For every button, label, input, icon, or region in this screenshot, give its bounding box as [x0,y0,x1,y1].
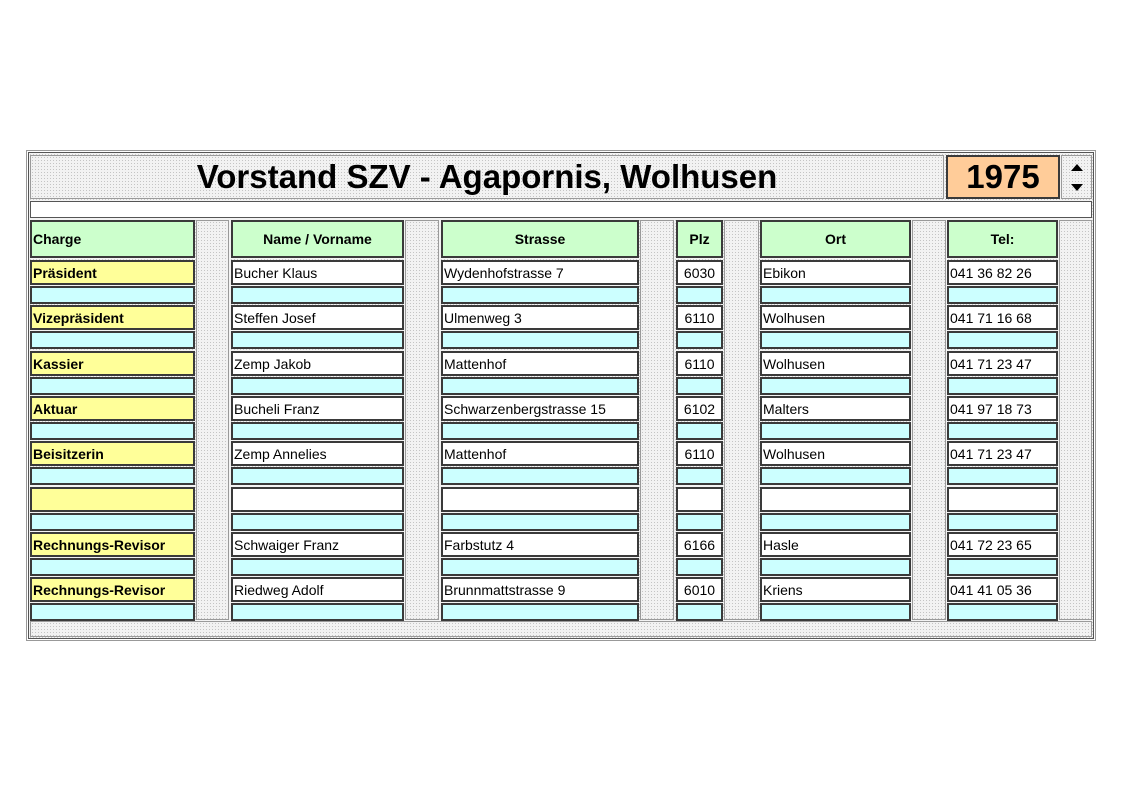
column-header-plz: Plz [676,220,723,258]
spacer-cell [441,331,639,349]
charge-cell[interactable]: Beisitzerin [30,441,195,466]
name-cell[interactable]: Zemp Annelies [231,441,404,466]
spacer-cell [676,558,723,576]
spacer-cell [676,467,723,485]
name-cell[interactable] [231,487,404,512]
spacer-cell [760,603,911,621]
spacer-cell [676,513,723,531]
tel-cell[interactable]: 041 97 18 73 [947,396,1058,421]
tel-cell[interactable]: 041 71 23 47 [947,351,1058,376]
spacer-cell [231,603,404,621]
page-title: Vorstand SZV - Agapornis, Wolhusen [30,155,944,199]
plz-cell[interactable]: 6110 [676,351,723,376]
spacer-cell [947,467,1058,485]
tel-cell[interactable]: 041 41 05 36 [947,577,1058,602]
plz-cell[interactable]: 6030 [676,260,723,285]
spacer-cell [231,286,404,304]
spacer-cell [760,377,911,395]
plz-cell[interactable]: 6110 [676,441,723,466]
strasse-cell[interactable]: Mattenhof [441,351,639,376]
column-separator [405,220,439,620]
year-field[interactable]: 1975 [946,155,1060,199]
tel-cell[interactable]: 041 36 82 26 [947,260,1058,285]
spacer-cell [947,286,1058,304]
spacer-cell [30,377,195,395]
ort-cell[interactable]: Kriens [760,577,911,602]
tel-cell[interactable] [947,487,1058,512]
spacer-cell [30,558,195,576]
spacer-cell [947,513,1058,531]
spacer-cell [760,467,911,485]
spacer-cell [441,558,639,576]
name-cell[interactable]: Schwaiger Franz [231,532,404,557]
column-separator [912,220,946,620]
spin-up-icon[interactable] [1071,164,1083,171]
spacer-cell [231,513,404,531]
strasse-cell[interactable]: Wydenhofstrasse 7 [441,260,639,285]
charge-cell[interactable] [30,487,195,512]
ort-cell[interactable]: Ebikon [760,260,911,285]
spacer-cell [231,422,404,440]
tel-cell[interactable]: 041 72 23 65 [947,532,1058,557]
name-cell[interactable]: Bucher Klaus [231,260,404,285]
spacer-cell [676,603,723,621]
year-spinner[interactable] [1061,155,1092,199]
spacer-cell [676,286,723,304]
strasse-cell[interactable]: Farbstutz 4 [441,532,639,557]
spacer-cell [947,422,1058,440]
plz-cell[interactable]: 6166 [676,532,723,557]
plz-cell[interactable]: 6010 [676,577,723,602]
name-cell[interactable]: Bucheli Franz [231,396,404,421]
spacer-cell [676,331,723,349]
name-cell[interactable]: Zemp Jakob [231,351,404,376]
spacer-cell [441,513,639,531]
spacer-cell [760,286,911,304]
strasse-cell[interactable]: Brunnmattstrasse 9 [441,577,639,602]
plz-cell[interactable]: 6110 [676,305,723,330]
column-separator [196,220,229,620]
plz-cell[interactable]: 6102 [676,396,723,421]
spacer-cell [231,331,404,349]
spacer-cell [231,558,404,576]
spacer-cell [30,467,195,485]
charge-cell[interactable]: Vizepräsident [30,305,195,330]
charge-cell[interactable]: Rechnungs-Revisor [30,577,195,602]
spacer-cell [947,377,1058,395]
spacer-cell [947,331,1058,349]
spin-down-icon[interactable] [1071,184,1083,191]
charge-cell[interactable]: Präsident [30,260,195,285]
column-separator [724,220,759,620]
spacer-cell [30,331,195,349]
column-separator [1059,220,1092,620]
column-separator [640,220,674,620]
spacer-cell [947,603,1058,621]
spacer-cell [760,513,911,531]
charge-cell[interactable]: Kassier [30,351,195,376]
spacer-cell [947,558,1058,576]
footer-strip [30,621,1092,637]
spacer-cell [30,422,195,440]
plz-cell[interactable] [676,487,723,512]
spacer-cell [441,467,639,485]
column-header-ort: Ort [760,220,911,258]
spacer-cell [30,603,195,621]
strasse-cell[interactable]: Mattenhof [441,441,639,466]
spacer-cell [231,467,404,485]
spacer-cell [676,377,723,395]
spacer-cell [441,286,639,304]
spacer-cell [441,377,639,395]
ort-cell[interactable]: Malters [760,396,911,421]
name-cell[interactable]: Steffen Josef [231,305,404,330]
title-strip [30,201,1092,218]
column-header-charge: Charge [30,220,195,258]
strasse-cell[interactable] [441,487,639,512]
column-header-strasse: Strasse [441,220,639,258]
ort-cell[interactable]: Wolhusen [760,441,911,466]
spacer-cell [231,377,404,395]
name-cell[interactable]: Riedweg Adolf [231,577,404,602]
spacer-cell [760,558,911,576]
spacer-cell [760,331,911,349]
charge-cell[interactable]: Aktuar [30,396,195,421]
ort-cell[interactable]: Hasle [760,532,911,557]
strasse-cell[interactable]: Ulmenweg 3 [441,305,639,330]
spacer-cell [30,286,195,304]
spacer-cell [760,422,911,440]
tel-cell[interactable]: 041 71 23 47 [947,441,1058,466]
spacer-cell [441,603,639,621]
spacer-cell [30,513,195,531]
column-header-tel: Tel: [947,220,1058,258]
tel-cell[interactable]: 041 71 16 68 [947,305,1058,330]
ort-cell[interactable]: Wolhusen [760,305,911,330]
spacer-cell [441,422,639,440]
column-header-name: Name / Vorname [231,220,404,258]
charge-cell[interactable]: Rechnungs-Revisor [30,532,195,557]
ort-cell[interactable] [760,487,911,512]
strasse-cell[interactable]: Schwarzenbergstrasse 15 [441,396,639,421]
spacer-cell [676,422,723,440]
ort-cell[interactable]: Wolhusen [760,351,911,376]
